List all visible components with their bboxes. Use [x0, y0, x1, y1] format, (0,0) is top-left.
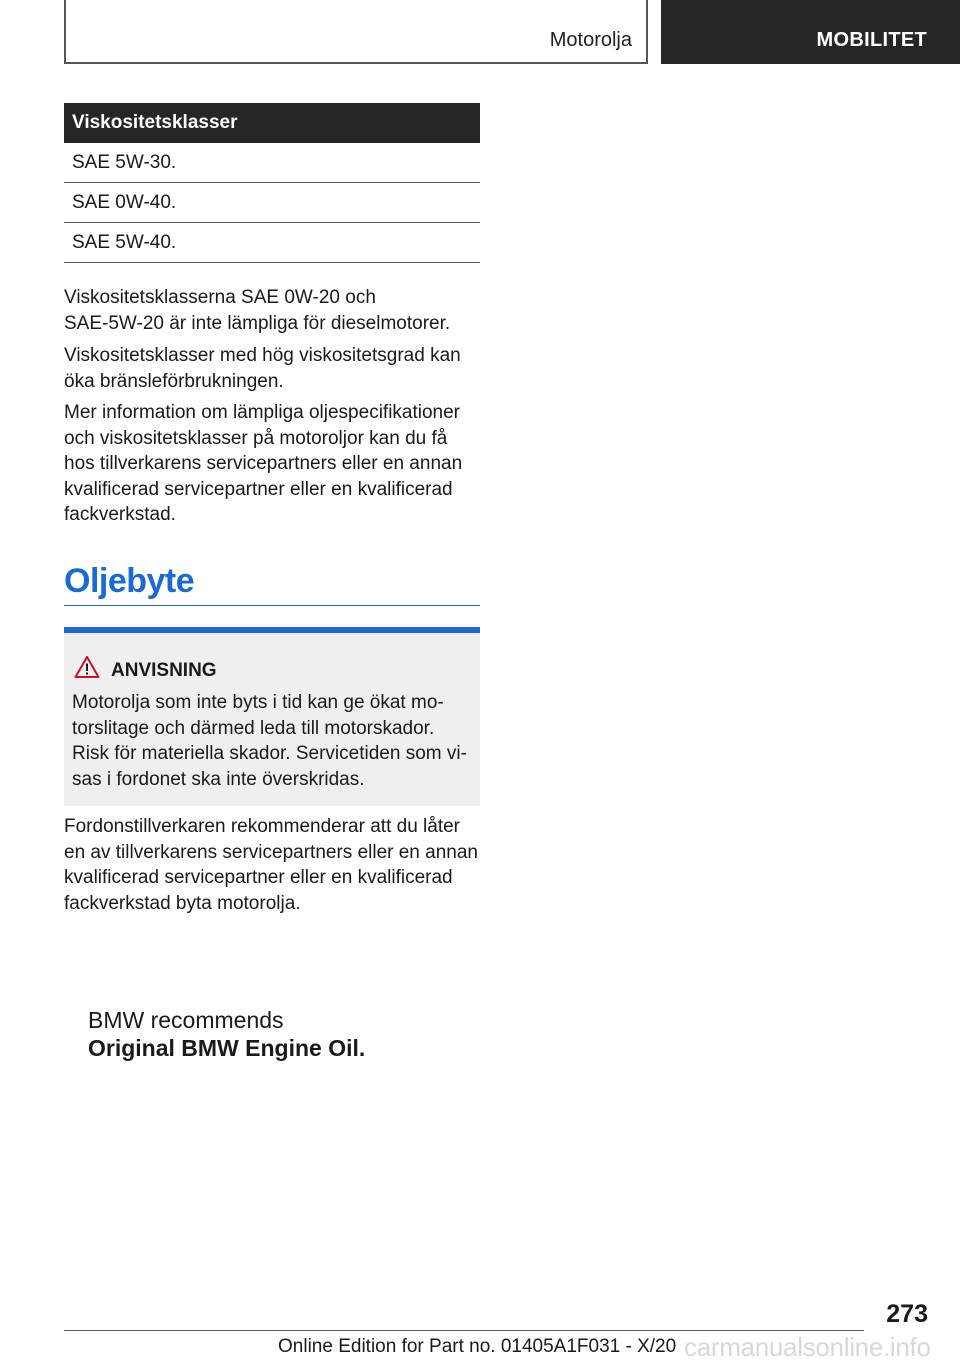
paragraph-viscosity-diesel: Viskositetsklasserna SAE 0W-20 och SAE-5W-20 är inte lämpliga för dieselmotorer.	[64, 287, 451, 334]
viscosity-table	[64, 103, 480, 263]
ad-recommends: BMW recommends	[88, 1007, 284, 1033]
warning-text: Motorolja som inte byts i tid kan ge ökat mo- torslitage och därmed leda till motorskador. Risk för materiella skador. Servicetiden som vi- sas i fordonet ska inte överskridas.	[72, 692, 467, 790]
table-row: SAE 5W-30.	[64, 143, 480, 183]
page-number: 273	[886, 1300, 928, 1328]
footer-divider	[64, 1330, 864, 1331]
warning-triangle-icon	[74, 655, 100, 679]
table-row: SAE 0W-40.	[64, 183, 480, 223]
ad-engine-oil: Original BMW Engine Oil.	[88, 1035, 366, 1061]
warning-title: ANVISNING	[111, 660, 217, 681]
header-chapter-box	[661, 0, 960, 64]
header-chapter-title: MOBILITET	[816, 29, 927, 51]
table-row: SAE 5W-40.	[64, 223, 480, 263]
paragraph-more-info: Mer information om lämpliga oljespecifikationer och viskositetsklasser på motoroljor kan du få hos tillverkarens servicepartners eller en annan kvalificerad servicepartner eller en kvalificerad fackverkstad.	[64, 402, 463, 525]
section-title: Oljebyte	[64, 562, 480, 606]
header-section-title: Motorolja	[549, 29, 632, 51]
paragraph-oil-change-recommendation: Fordonstillverkaren rekommenderar att du låter en av tillverkarens servicepartners eller en annan kvalificerad servicepartner eller en kvalificerad fackverkstad byta motorolja.	[64, 816, 478, 914]
watermark: carmanualsonline.info	[684, 1332, 931, 1362]
header-section-box	[64, 0, 648, 64]
warning-box	[64, 627, 480, 806]
paragraph-fuel-consumption: Viskositetsklasser med hög viskositetsgrad kan öka bränsleförbrukningen.	[64, 345, 461, 392]
table-header: Viskositetsklasser	[64, 103, 480, 143]
footer-edition: Online Edition for Part no. 01405A1F031 - X/20	[278, 1336, 677, 1357]
